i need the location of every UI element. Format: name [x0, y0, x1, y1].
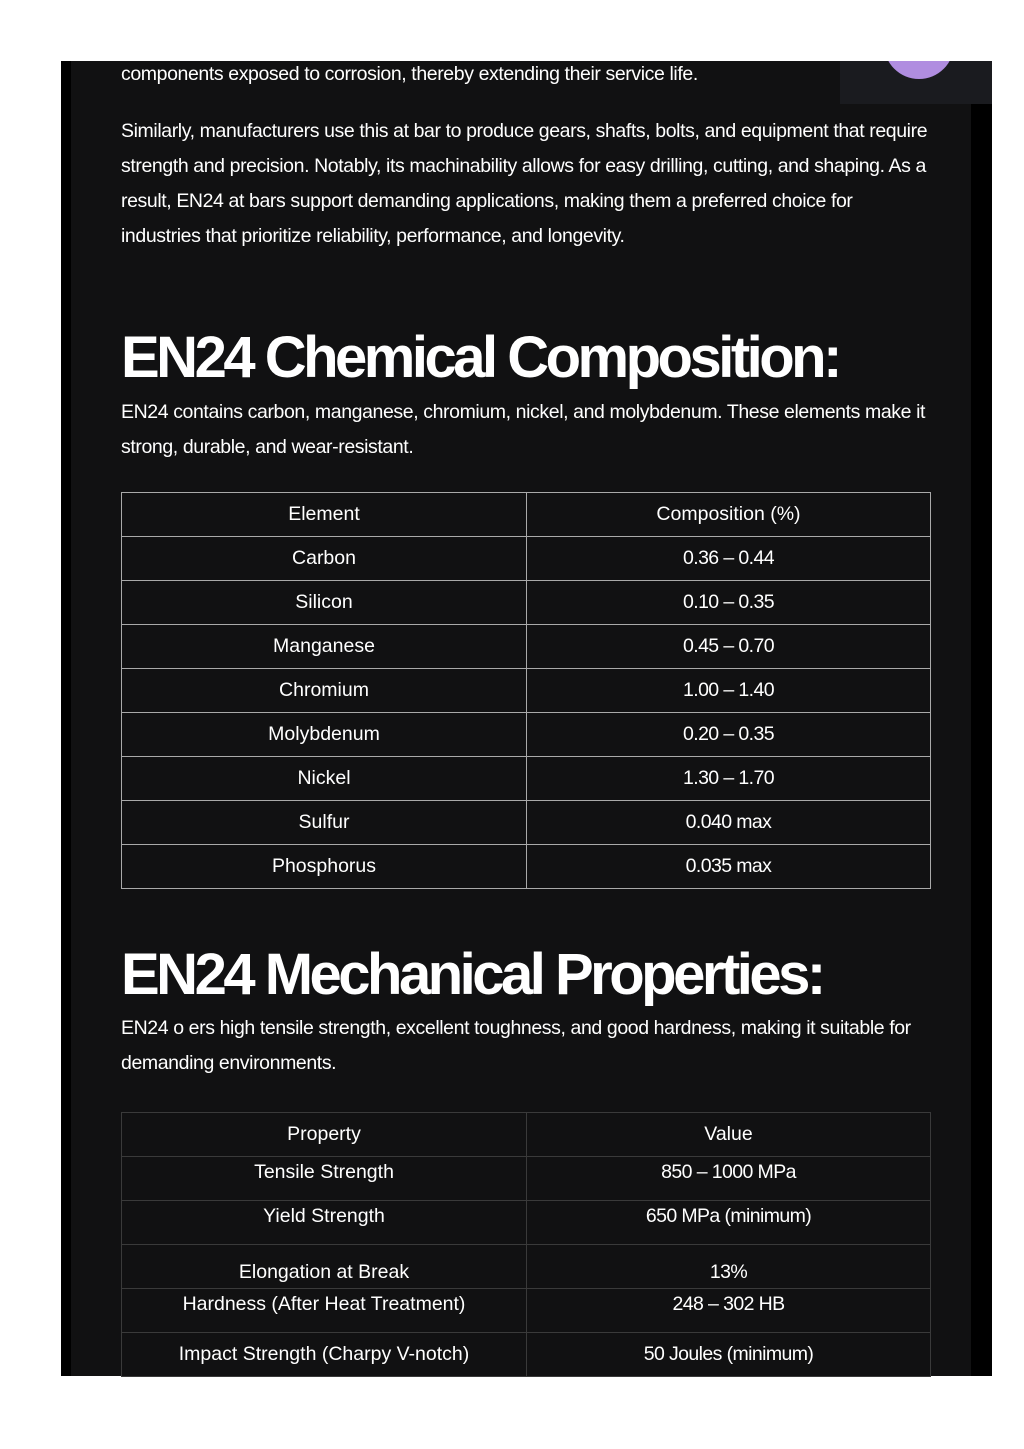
- element-value: 1.30 – 1.70: [527, 757, 931, 801]
- table-row: [122, 625, 931, 669]
- table-row: [122, 845, 931, 889]
- element-value: 1.00 – 1.40: [527, 669, 931, 713]
- element-name: Sulfur: [122, 801, 527, 845]
- element-name: Nickel: [122, 757, 527, 801]
- element-value: 0.035 max: [527, 845, 931, 889]
- element-name: Carbon: [122, 537, 527, 581]
- table-row: [122, 1157, 931, 1201]
- mechanical-description: EN24 o ers high tensile strength, excellent toughness, and good hardness, making it suitable for demanding environments.: [121, 1017, 911, 1074]
- property-value: 13%: [527, 1245, 931, 1289]
- element-value: 0.36 – 0.44: [527, 537, 931, 581]
- header-composition: Composition (%): [527, 493, 931, 537]
- intro-paragraph: Similarly, manufacturers use this at bar to produce gears, shafts, bolts, and equipment that require strength and precision. Notably, its machinability allows for easy drilling, cutting, and shaping. As a result, EN24 at bars support demanding applications, making them a preferred choice for industries that prioritize reliability, performance, and longevity.: [121, 120, 928, 247]
- header-element: Element: [122, 493, 527, 537]
- property-name: Hardness (After Heat Treatment): [122, 1289, 527, 1333]
- table-header-row: [122, 1113, 931, 1157]
- table-header-row: [122, 493, 931, 537]
- table-row: [122, 1333, 931, 1377]
- header-property: Property: [122, 1113, 527, 1157]
- table-row: [122, 669, 931, 713]
- chemical-heading: EN24 Chemical Composition:: [121, 325, 839, 390]
- property-value: 50 Joules (minimum): [527, 1333, 931, 1377]
- element-value: 0.20 – 0.35: [527, 713, 931, 757]
- property-name: Tensile Strength: [122, 1157, 527, 1201]
- table-row: [122, 1289, 931, 1333]
- element-name: Manganese: [122, 625, 527, 669]
- property-name: Elongation at Break: [122, 1245, 527, 1289]
- table-row: [122, 713, 931, 757]
- mechanical-heading: EN24 Mechanical Properties:: [121, 942, 823, 1007]
- element-value: 0.10 – 0.35: [527, 581, 931, 625]
- property-value: 850 – 1000 MPa: [527, 1157, 931, 1201]
- table-row: [122, 537, 931, 581]
- chemical-description: EN24 contains carbon, manganese, chromium, nickel, and molybdenum. These elements make it strong, durable, and wear-resistant.: [121, 401, 926, 458]
- element-value: 0.040 max: [527, 801, 931, 845]
- table-row: [122, 1201, 931, 1245]
- property-name: Yield Strength: [122, 1201, 527, 1245]
- mechanical-properties-table: [121, 1112, 931, 1377]
- table-row: [122, 581, 931, 625]
- table-row: [122, 801, 931, 845]
- property-value: 248 – 302 HB: [527, 1289, 931, 1333]
- element-name: Molybdenum: [122, 713, 527, 757]
- element-name: Chromium: [122, 669, 527, 713]
- intro-line: components exposed to corrosion, thereby extending their service life.: [121, 63, 698, 85]
- table-row: [122, 1245, 931, 1289]
- table-row: [122, 757, 931, 801]
- element-value: 0.45 – 0.70: [527, 625, 931, 669]
- element-name: Silicon: [122, 581, 527, 625]
- header-value: Value: [527, 1113, 931, 1157]
- property-name: Impact Strength (Charpy V-notch): [122, 1333, 527, 1377]
- property-value: 650 MPa (minimum): [527, 1201, 931, 1245]
- chemical-composition-table: [121, 492, 931, 889]
- element-name: Phosphorus: [122, 845, 527, 889]
